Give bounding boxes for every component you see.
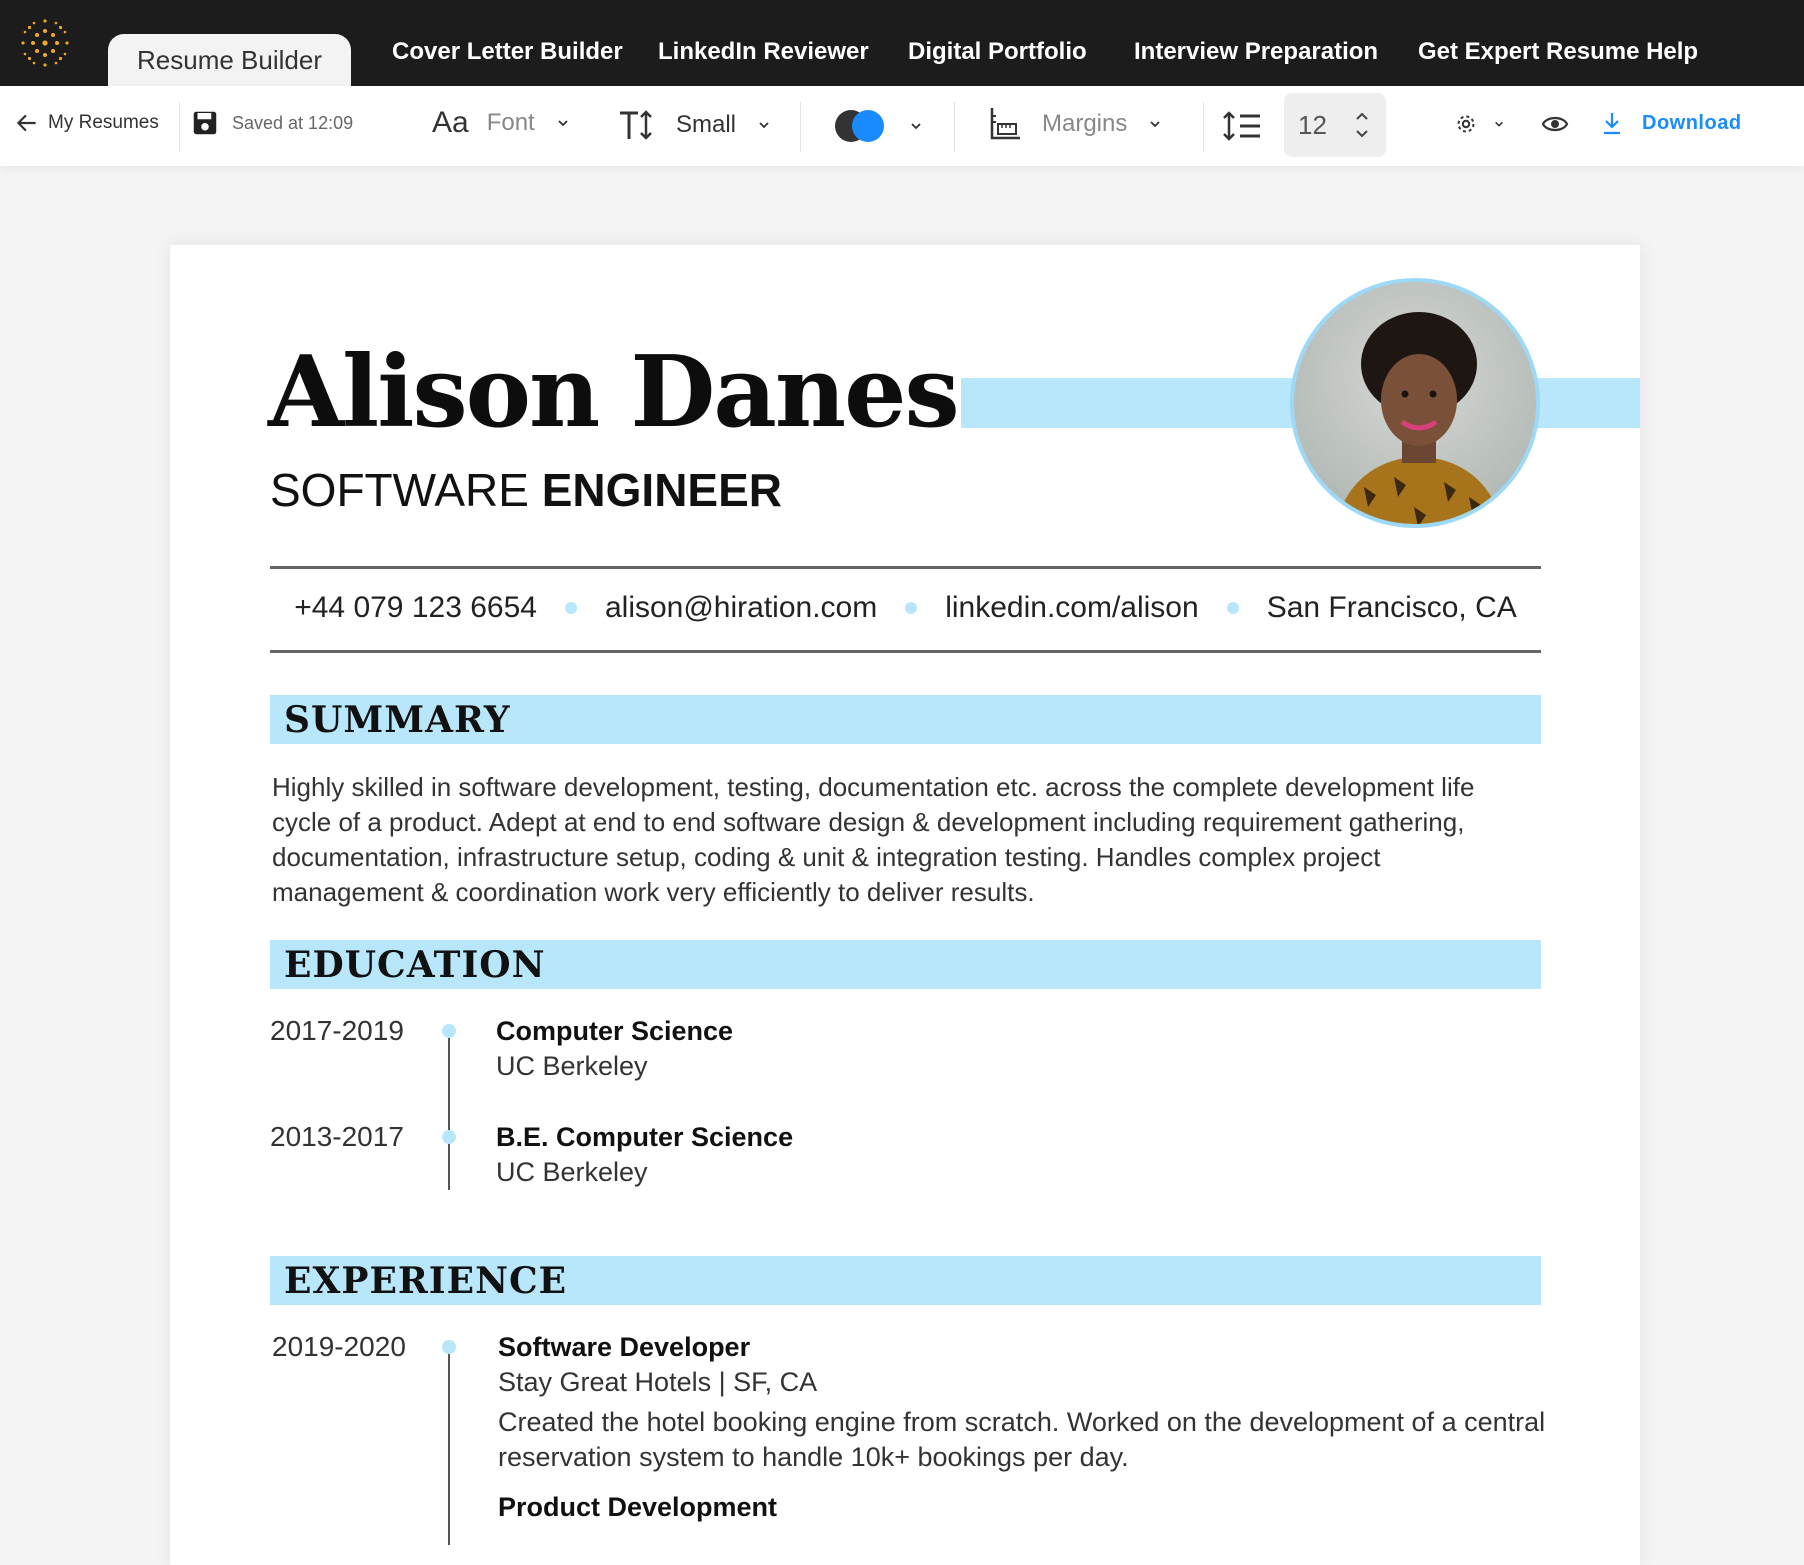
save-icon[interactable] [190,108,220,138]
nav-link-interview-preparation[interactable]: Interview Preparation [1134,38,1379,65]
contact-email[interactable]: alison@hiration.com [604,591,878,624]
my-resumes-label: My Resumes [48,112,159,133]
chevron-down-icon [1494,119,1504,129]
experience-timeline-line [448,1345,450,1545]
top-navigation [0,0,1804,86]
contact-divider-top [270,566,1541,569]
nav-link-cover-letter-builder[interactable]: Cover Letter Builder [392,38,623,65]
contact-divider-bottom [270,650,1541,653]
education-years[interactable]: 2013-2017 [270,1121,404,1152]
experience-company[interactable]: Stay Great Hotels | SF, CA [498,1367,818,1397]
margins-dropdown[interactable] [988,106,1161,142]
margins-label: Margins [1042,110,1128,137]
timeline-dot [442,1024,456,1038]
separator-dot [1227,602,1239,614]
preview-eye-icon[interactable] [1541,112,1569,136]
separator-dot [905,602,917,614]
font-icon: Aa [432,106,469,139]
resume-name[interactable]: Alison Danes [268,335,958,450]
line-spacing-icon [1222,110,1262,142]
experience-subheading[interactable]: Product Development [498,1492,778,1522]
stepper-arrows-icon[interactable] [1354,109,1370,141]
education-school[interactable]: UC Berkeley [496,1051,648,1081]
education-timeline-line [448,1030,450,1190]
resume-page[interactable] [170,245,1640,1565]
education-years[interactable]: 2017-2019 [270,1015,404,1046]
education-degree[interactable]: Computer Science [496,1016,734,1046]
separator-dot [565,602,577,614]
nav-link-linkedin-reviewer[interactable]: LinkedIn Reviewer [658,38,869,65]
experience-years[interactable]: 2019-2020 [272,1331,406,1362]
chevron-down-icon [1149,118,1161,130]
saved-at-text: Saved at 12:09 [232,112,354,133]
line-spacing-stepper[interactable] [1284,93,1386,157]
my-resumes-button[interactable] [14,110,159,136]
summary-heading[interactable]: SUMMARY [270,695,1541,744]
download-button[interactable] [1600,110,1742,136]
download-icon [1600,110,1624,136]
color-theme-dropdown[interactable] [834,108,922,144]
chevron-down-icon [557,117,569,129]
contact-info [270,591,1541,625]
contact-phone[interactable]: +44 079 123 6654 [294,591,537,624]
summary-text[interactable]: Highly skilled in software development, testing, documentation etc. across the complete development life cycle of a product. Adept at end to end software design & development including requirement gathering, documentation, infrastructure setup, coding & unit & integration testing. Handles complex project management & coordination work very efficiently to deliver results. [272,772,1475,907]
download-label: Download [1642,111,1742,134]
font-size-dropdown[interactable] [618,108,770,142]
tab-resume-builder[interactable]: Resume Builder [108,34,351,86]
experience-role[interactable]: Software Developer [498,1332,751,1362]
font-size-label: Small [676,111,737,138]
settings-dropdown[interactable] [1454,112,1504,136]
nav-link-expert-resume-help[interactable]: Get Expert Resume Help [1418,38,1699,65]
job-title-bold: ENGINEER [541,464,782,516]
education-degree[interactable]: B.E. Computer Science [496,1122,794,1152]
ruler-icon [988,106,1022,142]
experience-heading[interactable]: EXPERIENCE [270,1256,1541,1305]
save-status [190,108,353,138]
contact-linkedin[interactable]: linkedin.com/alison [945,591,1199,624]
resume-job-title[interactable] [270,463,782,517]
education-heading[interactable]: EDUCATION [270,940,1541,989]
color-toggle-icon [834,108,886,144]
line-spacing-value: 12 [1298,109,1327,140]
timeline-dot [442,1340,456,1354]
nav-link-digital-portfolio[interactable]: Digital Portfolio [908,38,1087,65]
timeline-dot [442,1130,456,1144]
education-school[interactable]: UC Berkeley [496,1157,648,1187]
hiration-logo-icon[interactable] [20,18,70,68]
gear-icon [1454,112,1478,136]
arrow-left-icon [14,110,40,136]
font-dropdown[interactable] [432,106,569,140]
contact-location[interactable]: San Francisco, CA [1266,591,1517,624]
chevron-down-icon [758,119,770,131]
font-label: Font [486,109,535,136]
text-size-icon [618,108,658,142]
person-portrait-icon [1294,282,1540,528]
editor-toolbar [0,86,1804,166]
experience-description[interactable]: Created the hotel booking engine from scratch. Worked on the development of a central reservation system to handle 10k+ bookings per day. [498,1407,1546,1472]
chevron-down-icon [910,120,922,132]
job-title-light: SOFTWARE [270,464,529,516]
profile-photo[interactable] [1290,278,1540,528]
